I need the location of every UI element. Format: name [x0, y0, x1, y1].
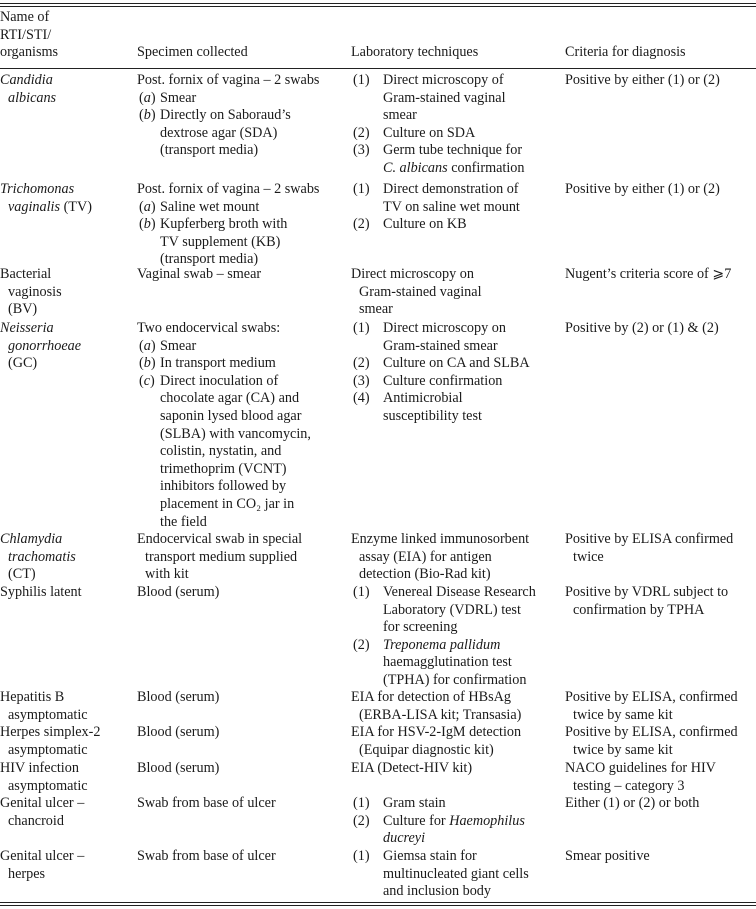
- specimen-line: Post. fornix of vagina – 2 swabs: [137, 72, 320, 88]
- lab-technique-marker: (4): [353, 390, 370, 407]
- specimen-line: Vaginal swab – smear: [137, 266, 262, 282]
- specimen-line: [137, 107, 319, 125]
- lab-technique-line: (ERBA-LISA kit; Transasia): [359, 706, 522, 723]
- specimen-line: [137, 478, 287, 496]
- lab-technique-text: Giemsa stain for: [383, 848, 477, 864]
- organism-name-line: Genital ulcer –: [0, 795, 85, 811]
- header-name-line: RTI/STI/: [0, 26, 52, 43]
- specimen-cell: [137, 795, 276, 813]
- header-specimen: Specimen collected: [137, 44, 248, 60]
- criteria-line: Positive by ELISA, confirmed: [565, 689, 738, 705]
- header-criteria: Criteria for diagnosis: [565, 44, 686, 60]
- lab-technique-marker: (1): [353, 72, 370, 88]
- lab-technique-marker: (1): [353, 848, 370, 864]
- specimen-text: Smear: [160, 337, 197, 354]
- specimen-text: inhibitors followed by: [160, 478, 287, 495]
- criteria-line: twice: [573, 548, 604, 565]
- lab-technique-text: Antimicrobial: [383, 390, 463, 407]
- specimen-line: Blood (serum): [137, 724, 220, 740]
- specimen-marker: (a): [139, 198, 156, 215]
- organism-name: [0, 181, 92, 216]
- specimen-marker: (a): [139, 337, 156, 354]
- lab-technique-text: Gram-stained smear: [383, 337, 498, 354]
- criteria-line: Either (1) or (2) or both: [565, 795, 700, 811]
- organism-name-line: (CT): [8, 566, 36, 583]
- lab-technique-text: and inclusion body: [383, 883, 491, 900]
- lab-technique-text: susceptibility test: [383, 407, 482, 424]
- organism-name-line: albicans: [8, 89, 57, 106]
- header-name-line: organisms: [0, 44, 59, 61]
- organism-name-line: Herpes simplex-2: [0, 724, 101, 740]
- lab-technique-text: Venereal Disease Research: [383, 584, 536, 600]
- specimen-text: saponin lysed blood agar: [160, 407, 302, 424]
- specimen-text: colistin, nystatin, and: [160, 443, 282, 460]
- specimen-line: [137, 390, 300, 408]
- specimen-text: placement in CO₂ jar in: [160, 495, 295, 512]
- lab-technique-marker: (2): [353, 636, 370, 653]
- specimen-marker: (b): [139, 355, 156, 372]
- specimen-line: [137, 373, 280, 391]
- specimen-line: [137, 425, 311, 444]
- organism-name: [0, 72, 56, 107]
- criteria-line: Positive by VDRL subject to: [565, 584, 729, 600]
- specimen-text: Direct inoculation of: [160, 372, 279, 389]
- criteria-cell: [565, 266, 731, 284]
- lab-technique-line: assay (EIA) for antigen: [359, 548, 492, 565]
- header-laboratory: Laboratory techniques: [351, 44, 479, 60]
- specimen-line: [137, 355, 280, 373]
- lab-technique-cell: [351, 689, 521, 724]
- organism-name: [0, 584, 82, 602]
- specimen-line: [137, 142, 319, 160]
- lab-technique-line: Enzyme linked immunosorbent: [351, 531, 530, 547]
- lab-technique-line: EIA for detection of HBsAg: [351, 689, 511, 705]
- lab-technique-marker: (1): [353, 181, 370, 197]
- organism-name: [0, 689, 88, 724]
- lab-technique-text: Germ tube technique for: [383, 142, 523, 159]
- lab-technique-text: Direct microscopy on: [383, 320, 506, 336]
- header-rule: [0, 68, 756, 69]
- lab-technique-cell: [351, 531, 529, 584]
- top-rule-1: [0, 3, 756, 4]
- lab-technique-line: (Equipar diagnostic kit): [359, 741, 494, 758]
- organism-name-line: (GC): [8, 355, 38, 372]
- lab-technique-cell: [351, 760, 472, 778]
- specimen-line: [137, 495, 295, 514]
- organism-name: [0, 795, 84, 830]
- specimen-cell: [137, 72, 319, 160]
- lab-technique-line: smear: [359, 301, 393, 318]
- organism-name-line: HIV infection: [0, 760, 79, 776]
- specimen-line: Endocervical swab in special: [137, 531, 303, 547]
- specimen-line: [137, 460, 287, 479]
- organism-name-line: vaginalis (TV): [8, 198, 92, 215]
- organism-name: [0, 724, 100, 759]
- lab-technique-text: Culture on KB: [383, 216, 467, 233]
- lab-technique-text: Laboratory (VDRL) test: [383, 601, 521, 618]
- specimen-cell: [137, 531, 302, 584]
- organism-name-line: asymptomatic: [8, 741, 88, 758]
- organism-name-line: asymptomatic: [8, 777, 88, 794]
- specimen-line: [137, 216, 319, 234]
- specimen-text: In transport medium: [160, 355, 276, 372]
- specimen-text: (transport media): [160, 251, 259, 268]
- lab-technique-marker: (1): [353, 320, 370, 336]
- specimen-line: Blood (serum): [137, 689, 220, 705]
- specimen-cell: [137, 760, 219, 778]
- organism-name-line: Chlamydia: [0, 531, 63, 547]
- lab-technique-marker: (1): [353, 795, 370, 811]
- lab-technique-text: Gram stain: [383, 795, 446, 811]
- criteria-line: Nugent’s criteria score of ⩾7: [565, 266, 732, 282]
- lab-technique-line: EIA for HSV-2-IgM detection: [351, 724, 522, 740]
- lab-technique-line: Direct microscopy on: [351, 266, 474, 282]
- specimen-line: [137, 407, 302, 426]
- specimen-line: Two endocervical swabs:: [137, 320, 281, 336]
- header-name-line: Name of: [0, 9, 50, 25]
- criteria-line: Positive by either (1) or (2): [565, 181, 720, 197]
- organism-name-line: Neisseria: [0, 320, 54, 336]
- specimen-line: Swab from base of ulcer: [137, 795, 276, 811]
- specimen-cell: [137, 266, 261, 284]
- specimen-text: chocolate agar (CA) and: [160, 390, 300, 407]
- criteria-cell: [565, 724, 738, 759]
- specimen-marker: (c): [139, 372, 155, 389]
- specimen-line: Post. fornix of vagina – 2 swabs: [137, 181, 320, 197]
- top-rule-2: [0, 6, 756, 7]
- specimen-line: [137, 125, 319, 143]
- lab-technique-line: Gram-stained vaginal: [359, 283, 482, 300]
- organism-name-line: asymptomatic: [8, 706, 88, 723]
- lab-technique-text: C. albicans confirmation: [383, 159, 525, 176]
- criteria-line: confirmation by TPHA: [573, 601, 705, 618]
- specimen-line: [137, 338, 280, 356]
- lab-technique-cell: [351, 266, 482, 319]
- specimen-text: (transport media): [160, 142, 259, 159]
- lab-technique-text: Direct demonstration of: [383, 181, 519, 197]
- specimen-text: (SLBA) with vancomycin,: [160, 425, 311, 442]
- organism-name-line: Syphilis latent: [0, 584, 82, 600]
- header-name: [0, 9, 58, 62]
- lab-technique-marker: (2): [353, 812, 370, 829]
- criteria-line: twice by same kit: [573, 741, 673, 758]
- criteria-line: testing – category 3: [573, 777, 685, 794]
- specimen-text: Smear: [160, 89, 197, 106]
- lab-technique-text: ducreyi: [383, 830, 426, 847]
- criteria-cell: [565, 689, 738, 724]
- specimen-line: Blood (serum): [137, 760, 220, 776]
- organism-name: [0, 760, 88, 795]
- organism-name-line: Trichomonas: [0, 181, 75, 197]
- criteria-line: Positive by (2) or (1) & (2): [565, 320, 719, 336]
- criteria-cell: [565, 531, 733, 566]
- organism-name-line: Genital ulcer –: [0, 848, 85, 864]
- lab-technique-text: Gram-stained vaginal: [383, 89, 506, 106]
- criteria-line: twice by same kit: [573, 706, 673, 723]
- specimen-text: TV supplement (KB): [160, 233, 281, 250]
- lab-technique-line: detection (Bio-Rad kit): [359, 566, 491, 583]
- specimen-marker: (b): [139, 107, 156, 124]
- specimen-cell: [137, 320, 311, 531]
- specimen-line: [137, 90, 319, 108]
- lab-technique-line: EIA (Detect-HIV kit): [351, 760, 473, 776]
- organism-name: [0, 266, 62, 319]
- lab-technique-text: smear: [383, 107, 417, 124]
- bottom-rule-1: [0, 902, 756, 903]
- specimen-marker: (a): [139, 89, 156, 106]
- lab-technique-marker: (2): [353, 216, 370, 233]
- lab-technique-marker: (2): [353, 355, 370, 372]
- specimen-text: trimethoprim (VCNT): [160, 460, 287, 477]
- specimen-cell: [137, 724, 219, 742]
- bottom-rule-2: [0, 905, 756, 906]
- specimen-cell: [137, 848, 276, 866]
- lab-technique-text: Culture on SDA: [383, 124, 476, 141]
- criteria-line: Positive by ELISA confirmed: [565, 531, 734, 547]
- criteria-cell: [565, 181, 720, 199]
- organism-name-line: trachomatis: [8, 548, 76, 565]
- lab-technique-text: Direct microscopy of: [383, 72, 504, 88]
- organism-name-line: vaginosis: [8, 283, 62, 300]
- specimen-text: Directly on Saboraud’s: [160, 107, 291, 124]
- specimen-cell: [137, 584, 219, 602]
- specimen-text: Saline wet mount: [160, 198, 260, 215]
- specimen-text: dextrose agar (SDA): [160, 124, 278, 141]
- specimen-marker: (b): [139, 216, 156, 233]
- specimen-line: [137, 199, 319, 217]
- lab-technique-text: Culture on CA and SLBA: [383, 355, 530, 372]
- criteria-cell: [565, 72, 720, 90]
- organism-name-line: Hepatitis B: [0, 689, 65, 705]
- lab-technique-text: multinucleated giant cells: [383, 865, 529, 882]
- organism-name-line: Bacterial: [0, 266, 52, 282]
- lab-technique-marker: (1): [353, 584, 370, 600]
- specimen-line: Swab from base of ulcer: [137, 848, 276, 864]
- criteria-cell: [565, 760, 716, 795]
- lab-technique-text: for screening: [383, 619, 458, 636]
- organism-name-line: (BV): [8, 301, 38, 318]
- organism-name: [0, 531, 76, 584]
- criteria-cell: [565, 795, 699, 813]
- criteria-line: Positive by ELISA, confirmed: [565, 724, 738, 740]
- organism-name-line: Candidia: [0, 72, 53, 88]
- criteria-line: Smear positive: [565, 848, 650, 864]
- criteria-line: NACO guidelines for HIV: [565, 760, 716, 776]
- organism-name: [0, 320, 81, 373]
- lab-technique-cell: [351, 724, 521, 759]
- specimen-line: [137, 443, 280, 461]
- specimen-line: transport medium supplied: [145, 548, 298, 565]
- specimen-line: with kit: [145, 566, 189, 583]
- specimen-text: Kupferberg broth with: [160, 216, 288, 233]
- lab-technique-text: haemagglutination test: [383, 654, 512, 671]
- specimen-line: Blood (serum): [137, 584, 220, 600]
- criteria-cell: [565, 584, 728, 619]
- specimen-text: the field: [160, 513, 207, 530]
- lab-technique-text: (TPHA) for confirmation: [383, 671, 527, 688]
- lab-technique-marker: (3): [353, 372, 370, 389]
- lab-technique-text: Culture for Haemophilus: [383, 812, 525, 829]
- criteria-cell: [565, 320, 719, 338]
- specimen-cell: [137, 689, 219, 707]
- specimen-cell: [137, 181, 319, 269]
- specimen-line: [137, 234, 319, 252]
- criteria-cell: [565, 848, 650, 866]
- organism-name-line: chancroid: [8, 812, 64, 829]
- lab-technique-text: TV on saline wet mount: [383, 198, 520, 215]
- criteria-line: Positive by either (1) or (2): [565, 72, 720, 88]
- lab-technique-marker: (2): [353, 124, 370, 141]
- lab-technique-text: Treponema pallidum: [383, 636, 501, 653]
- organism-name-line: gonorrhoeae: [8, 337, 82, 354]
- organism-name-line: herpes: [8, 865, 46, 882]
- lab-technique-text: Culture confirmation: [383, 372, 503, 389]
- organism-name: [0, 848, 84, 883]
- lab-technique-marker: (3): [353, 142, 370, 159]
- specimen-line: [137, 514, 280, 532]
